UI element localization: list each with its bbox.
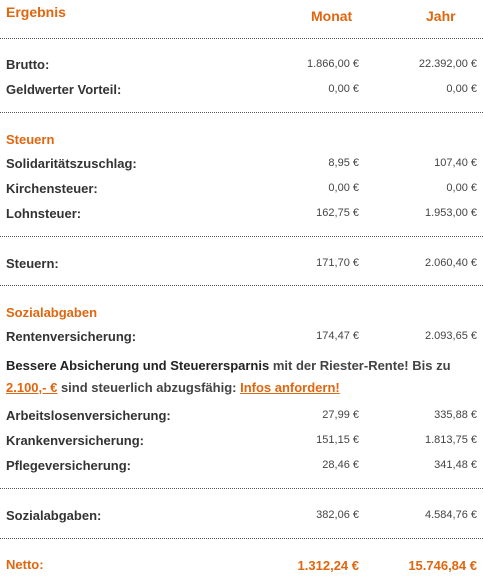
column-header-month: Monat xyxy=(311,8,353,24)
month-value: 0,00 € xyxy=(328,83,359,95)
row-label: Brutto: xyxy=(6,57,50,72)
year-value: 107,40 € xyxy=(434,157,477,169)
row-label: Kirchensteuer: xyxy=(6,181,98,196)
column-header-year: Jahr xyxy=(426,8,456,24)
row-krankenversicherung xyxy=(0,433,483,455)
year-value: 0,00 € xyxy=(446,83,477,95)
divider xyxy=(0,285,483,286)
row-brutto xyxy=(0,57,483,79)
row-pflegeversicherung xyxy=(0,458,483,480)
row-rentenversicherung xyxy=(0,329,483,351)
month-value: 28,46 € xyxy=(322,459,359,471)
row-kirchensteuer xyxy=(0,181,483,203)
year-value: 0,00 € xyxy=(446,182,477,194)
row-label: Lohnsteuer: xyxy=(6,206,82,221)
divider xyxy=(0,38,483,39)
year-value: 341,48 € xyxy=(434,459,477,471)
row-sozialabgaben-total xyxy=(0,508,483,530)
year-value: 1.953,00 € xyxy=(425,207,477,219)
year-value: 1.813,75 € xyxy=(425,434,477,446)
section-title-sozialabgaben: Sozialabgaben xyxy=(6,305,98,320)
row-netto xyxy=(0,557,483,579)
promo-highlight: Bessere Absicherung und Steuerersparnis xyxy=(6,358,270,373)
row-label: Pflegeversicherung: xyxy=(6,458,131,473)
month-value: 0,00 € xyxy=(328,182,359,194)
month-value: 171,70 € xyxy=(316,257,359,269)
row-label: Sozialabgaben: xyxy=(6,508,102,523)
infos-anfordern-link[interactable]: Infos anfordern! xyxy=(240,380,340,395)
row-arbeitslosenversicherung xyxy=(0,408,483,430)
year-value: 4.584,76 € xyxy=(425,509,477,521)
year-value: 335,88 € xyxy=(434,409,477,421)
divider xyxy=(0,538,483,539)
year-value: 15.746,84 € xyxy=(408,558,477,573)
month-value: 1.866,00 € xyxy=(307,58,359,70)
row-label: Netto: xyxy=(6,557,44,572)
month-value: 1.312,24 € xyxy=(297,558,359,573)
row-label: Steuern: xyxy=(6,256,59,271)
row-label: Solidaritätszuschlag: xyxy=(6,156,137,171)
row-geldwerter-vorteil xyxy=(0,82,483,104)
month-value: 174,47 € xyxy=(316,330,359,342)
riester-promo xyxy=(6,355,476,399)
divider xyxy=(0,236,483,237)
month-value: 162,75 € xyxy=(316,207,359,219)
year-value: 22.392,00 € xyxy=(418,58,477,70)
section-title-steuern: Steuern xyxy=(6,132,55,147)
row-label: Arbeitslosenversicherung: xyxy=(6,408,171,423)
row-lohnsteuer xyxy=(0,206,483,228)
month-value: 27,99 € xyxy=(322,409,359,421)
month-value: 151,15 € xyxy=(316,434,359,446)
divider xyxy=(0,488,483,489)
row-label: Rentenversicherung: xyxy=(6,329,137,344)
promo-text: mit der Riester-Rente! Bis zu xyxy=(269,358,451,373)
row-solidaritaetszuschlag xyxy=(0,156,483,178)
row-label: Geldwerter Vorteil: xyxy=(6,82,122,97)
result-title: Ergebnis xyxy=(6,4,66,20)
year-value: 2.060,40 € xyxy=(425,257,477,269)
month-value: 8,95 € xyxy=(328,157,359,169)
year-value: 2.093,65 € xyxy=(425,330,477,342)
month-value: 382,06 € xyxy=(316,509,359,521)
riester-amount-link[interactable]: 2.100,- € xyxy=(6,380,58,395)
row-steuern-total xyxy=(0,256,483,278)
divider xyxy=(0,112,483,113)
promo-text: sind steuerlich abzugsfähig: xyxy=(57,380,241,395)
row-label: Krankenversicherung: xyxy=(6,433,144,448)
